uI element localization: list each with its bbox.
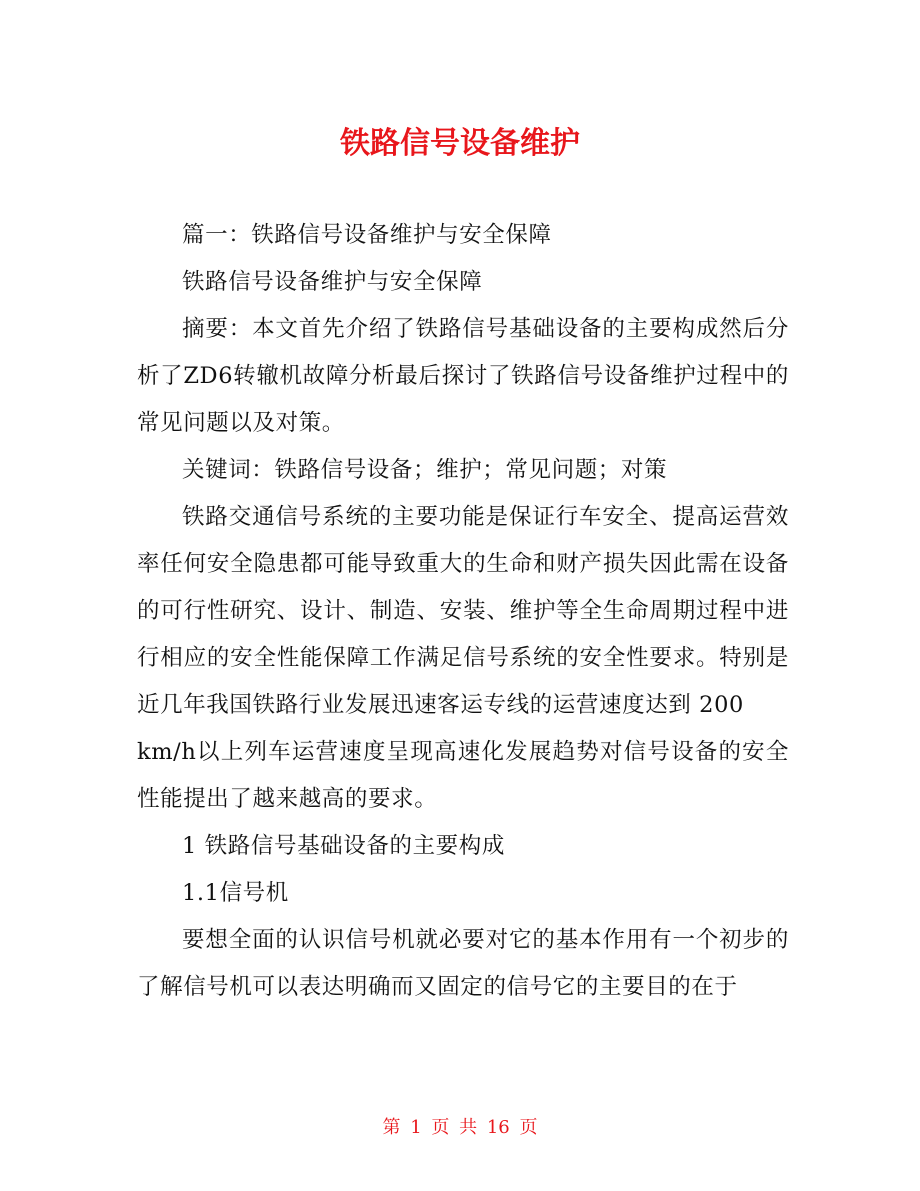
paragraph-keywords: 关键词：铁路信号设备；维护；常见问题；对策 bbox=[182, 457, 668, 483]
paragraph-intro: 铁路交通信号系统的主要功能是保证行车安全、提高运营效率任何安全隐患都可能导致重大的生命和财产损失因此需在设备的可行性研究、设计、制造、安装、维护等全生命周期过程中进行相应的安全性能保障工作满足信号系统的安全性要求。特别是近几年我国铁路行业发展迅速客运专线的运营速度达到 200 bbox=[137, 504, 789, 718]
paragraph-heading-1-1: 1.1信号机 bbox=[182, 880, 289, 906]
paragraph-article-title: 铁路信号设备维护与安全保障 bbox=[182, 269, 483, 295]
paragraph-intro-continued: km/h以上列车运营速度呈现高速化发展趋势对信号设备的安全性能提出了越来越高的要求。 bbox=[137, 739, 789, 812]
document-body bbox=[137, 212, 789, 1011]
paragraph-abstract: 摘要：本文首先介绍了铁路信号基础设备的主要构成然后分析了ZD6转辙机故障分析最后探讨了铁路信号设备维护过程中的常见问题以及对策。 bbox=[137, 316, 789, 436]
paragraph-signal-description: 要想全面的认识信号机就必要对它的基本作用有一个初步的了解信号机可以表达明确而又固定的信号它的主要目的在于 bbox=[137, 927, 789, 1000]
document-title: 铁路信号设备维护 bbox=[340, 126, 580, 161]
paragraph-heading-1: 1 铁路信号基础设备的主要构成 bbox=[182, 833, 505, 859]
page-footer: 第 1 页 共 16 页 bbox=[382, 1117, 538, 1138]
paragraph-section-heading: 篇一：铁路信号设备维护与安全保障 bbox=[182, 222, 552, 248]
